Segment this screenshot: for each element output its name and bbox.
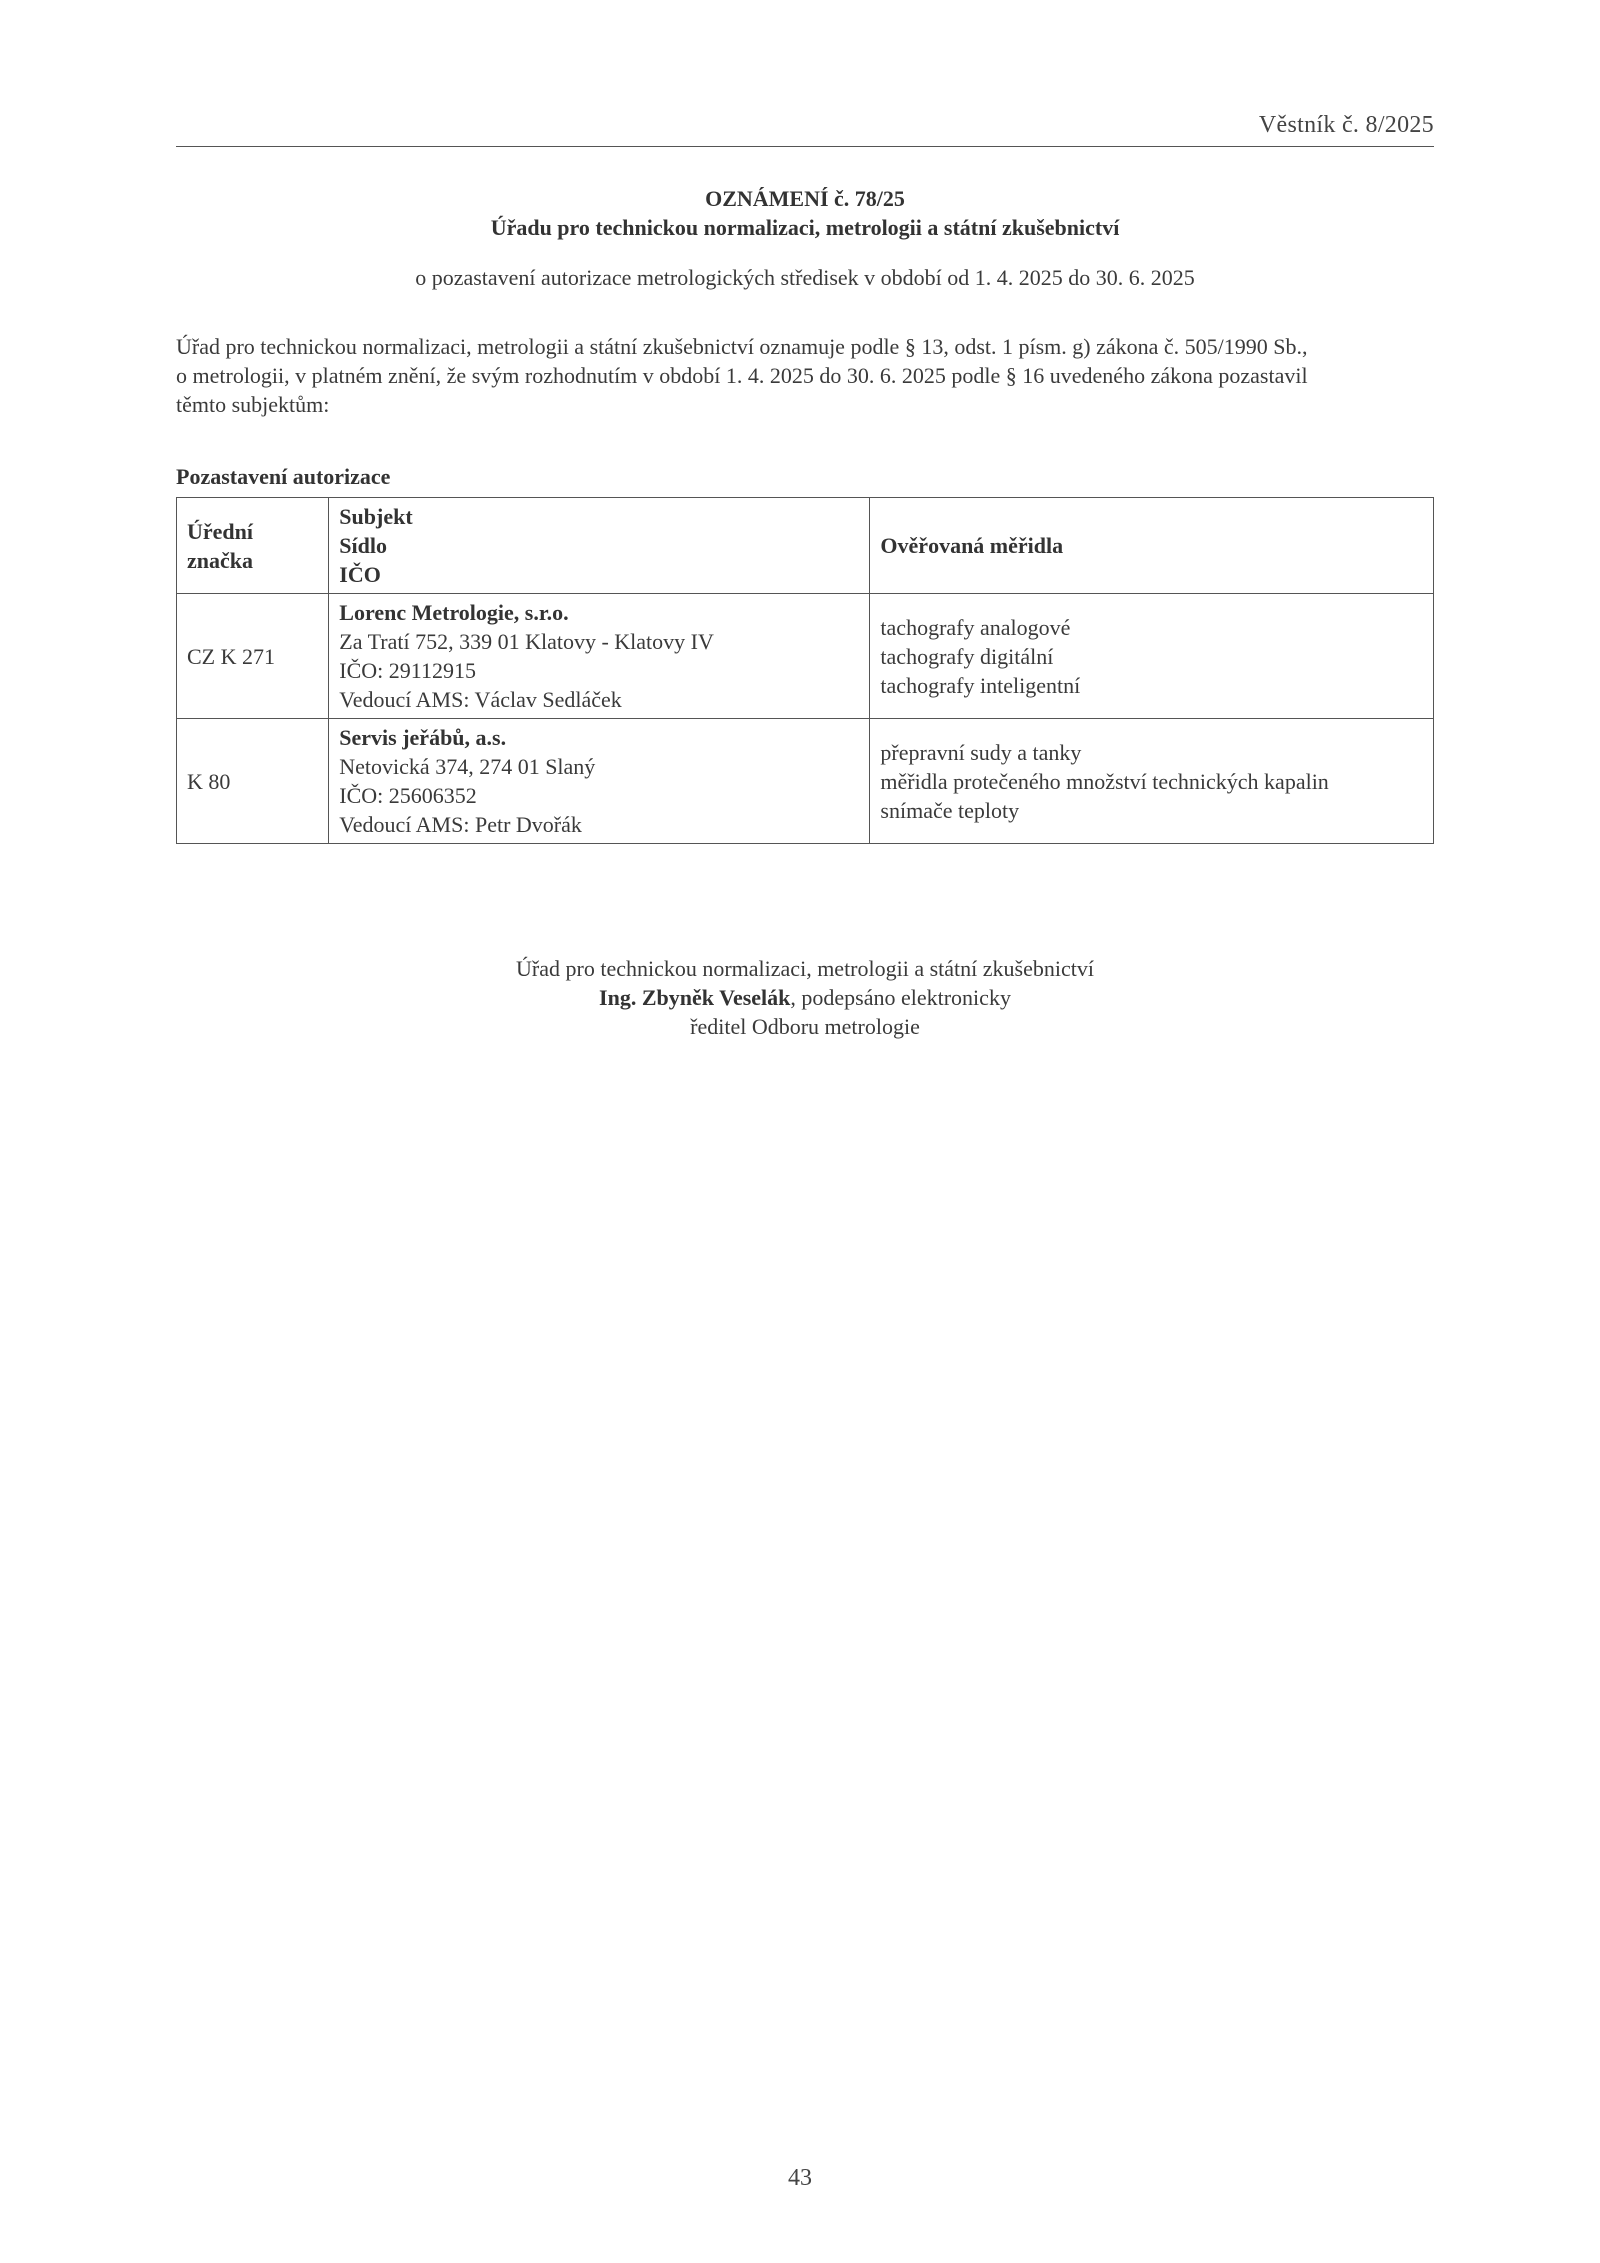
subject-name: Servis jeřábů, a.s. [339,725,507,750]
instrument-item: snímače teploty [880,797,1020,823]
subject-manager: Vedoucí AMS: Václav Sedláček [339,687,622,712]
table-row [177,594,1434,719]
instrument-item: tachografy digitální [880,643,1054,669]
subject-ico: IČO: 29112915 [339,658,476,683]
signature-office: Úřad pro technickou normalizaci, metrologii a státní zkušebnictví [516,956,1094,981]
subject-address: Za Tratí 752, 339 01 Klatovy - Klatovy IV [339,629,714,654]
authorization-table [176,497,1434,844]
announcement-title-block [176,184,1434,292]
signatory-name: Ing. Zbyněk Veselák [599,985,791,1010]
body-line: těmto subjektům: [176,392,330,417]
announcement-number: OZNÁMENÍ č. 78/25 [705,186,905,211]
instrument-item: tachografy analogové [880,614,1071,640]
row-mark: K 80 [177,719,329,844]
body-line: o metrologii, v platném znění, že svým rozhodnutím v období 1. 4. 2025 do 30. 6. 2025 podle § 16 uvedeného zákona pozastavil [176,363,1308,388]
body-paragraph [176,332,1438,419]
page-header [176,112,1434,147]
signature-block [176,954,1434,1041]
signatory-position: ředitel Odboru metrologie [690,1014,920,1039]
header-instruments: Ověřovaná měřidla [870,498,1434,594]
instrument-item: přepravní sudy a tanky [880,739,1082,765]
row-instruments [870,594,1434,719]
subject-ico: IČO: 25606352 [339,783,477,808]
page-number: 43 [788,2165,812,2191]
body-line: Úřad pro technickou normalizaci, metrologii a státní zkušebnictví oznamuje podle § 13, odst. 1 písm. g) zákona č. 505/1990 Sb., [176,334,1308,359]
announcement-subject: o pozastavení autorizace metrologických středisek v období od 1. 4. 2025 do 30. 6. 2025 [415,265,1195,290]
signed-note: , podepsáno elektronicky [790,985,1011,1010]
instrument-item: měřidla protečeného množství technických kapalin [880,768,1329,794]
header-subject: Subjekt Sídlo IČO [329,498,870,594]
header-mark: Úřední značka [177,498,329,594]
announcement-issuer: Úřadu pro technickou normalizaci, metrologii a státní zkušebnictví [490,215,1120,240]
row-subject [329,719,870,844]
table-header-row [177,498,1434,594]
row-subject [329,594,870,719]
row-mark: CZ K 271 [177,594,329,719]
subject-address: Netovická 374, 274 01 Slaný [339,754,596,779]
subject-name: Lorenc Metrologie, s.r.o. [339,600,569,625]
section-heading: Pozastavení autorizace [176,464,391,489]
row-instruments [870,719,1434,844]
signature-line [176,983,1434,1012]
instrument-item: tachografy inteligentní [880,672,1081,698]
subject-manager: Vedoucí AMS: Petr Dvořák [339,812,582,837]
issue-label: Věstník č. 8/2025 [1258,112,1434,138]
table-row [177,719,1434,844]
